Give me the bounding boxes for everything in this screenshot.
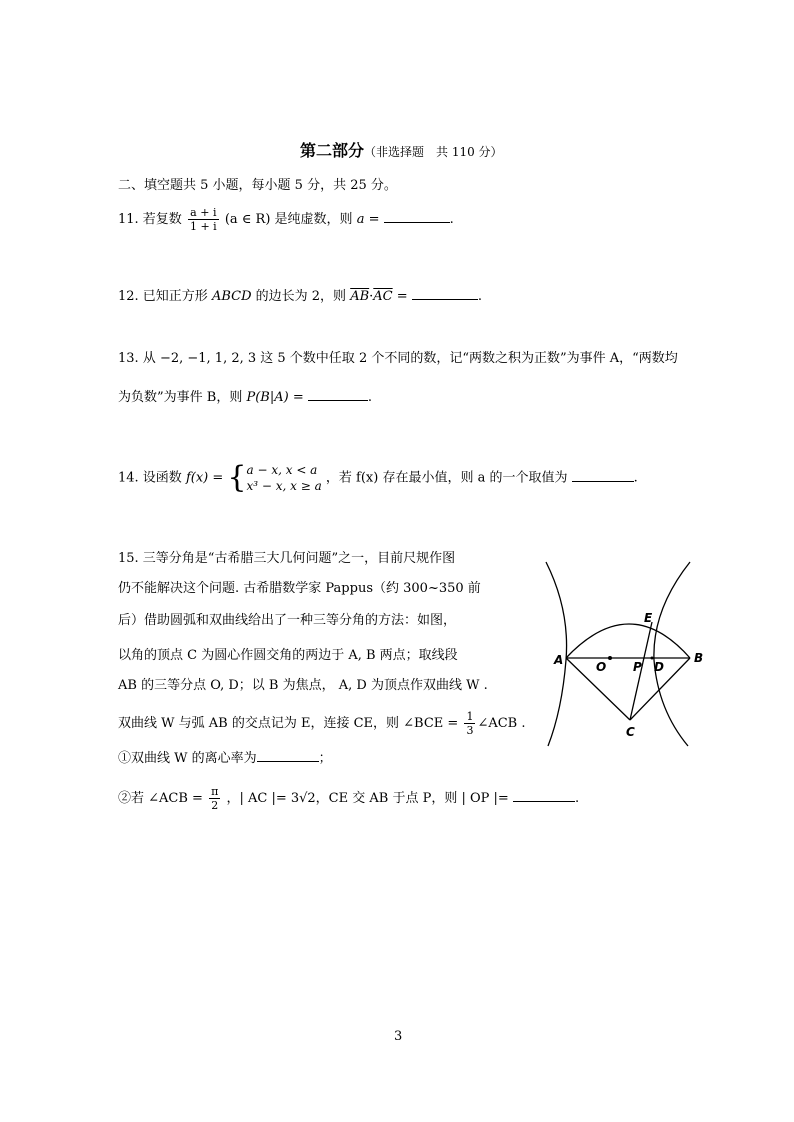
q11-num: a + i [188,206,219,220]
question-14 [118,462,638,494]
q13-expr: P(B|A) = [246,390,304,405]
q15-frac-num: 1 [466,710,474,723]
q12-pre: 12. 已知正方形 [118,289,208,304]
q12-eq: = [396,289,408,304]
section-heading: 二、填空题共 5 小题，每小题 5 分，共 25 分。 [118,178,397,193]
q13-end: . [367,390,373,405]
q15-line2: 仍不能解决这个问题. 古希腊数学家 Pappus（约 300~350 前 [118,581,481,596]
q14-fx: f(x) = [185,470,224,486]
answer-blank-11[interactable] [384,210,450,223]
q12-end: . [477,289,482,304]
point-o [608,656,612,660]
label-c: C [626,725,635,739]
answer-blank-13[interactable] [308,388,368,401]
q12-dot: · [369,289,374,304]
q15-s2end: . [574,791,580,806]
section-title [300,138,503,161]
q11-cond: (a ∈ R) [224,212,271,227]
q15-line5: AB 的三等分点 O, D；以 B 为焦点， A, D 为顶点作双曲线 W . [118,678,488,693]
q15-s1end: ； [318,751,332,766]
q15-sub1 [118,749,332,768]
question-13-line2 [118,388,372,407]
arc-ab [566,624,690,658]
q15-frac-den: 3 [466,724,474,737]
piecewise-cases [247,462,322,494]
question-13-line1: 13. 从 −2, −1, 1, 2, 3 这 5 个数中任取 2 个不同的数，记“两数之积为正数”为事件 A，“两数均 [118,351,678,366]
q11-den: 1 + i [189,220,217,233]
answer-blank-14[interactable] [572,469,634,482]
q14-pre: 14. 设函数 [118,470,182,486]
q15-l6a: 双曲线 W 与弧 AB 的交点记为 E，连接 CE，则 ∠BCE = [118,716,459,731]
q15-line4: 以角的顶点 C 为圆心作圆交角的两边于 A, B 两点；取线段 [118,648,458,663]
label-p: P [633,660,642,674]
page-number: 3 [394,1029,403,1044]
answer-blank-15-1[interactable] [257,749,319,762]
piecewise-brace: { [227,460,247,495]
q11-end: . [449,212,454,227]
q15-s2a: ②若 ∠ACB = [118,791,203,806]
title-main: 第二部分 [300,141,365,160]
pappus-figure [540,560,720,750]
q11-pre: 11. 若复数 [118,212,182,227]
q15-fraction [464,710,475,737]
q13-line2a: 为负数”为事件 B，则 [118,390,243,405]
label-o: O [596,660,607,674]
q15-s2-den: 2 [211,799,219,812]
q15-pi-fraction [209,785,220,812]
q12-vec1: $\overline{AB}$ [350,289,370,304]
answer-blank-15-2[interactable] [513,789,575,802]
q14-end: . [633,470,638,486]
question-11 [118,206,454,233]
q12-mid: 的边长为 2，则 [255,289,347,304]
label-e: E [644,611,653,625]
q14-mid: ，若 f(x) 存在最小值，则 a 的一个取值为 [325,470,568,486]
q15-line3: 后）借助圆弧和双曲线给出了一种三等分角的方法：如图， [118,613,457,628]
q12-vec2: $\overline{AC}$ [373,289,393,304]
answer-blank-12[interactable] [412,287,478,300]
q11-mid: 是纯虚数，则 [274,212,353,227]
q12-name: ABCD [211,289,252,304]
q15-l6b: ∠ACB . [477,716,526,731]
question-12 [118,287,482,306]
hyperbola-right-branch [654,562,690,746]
q14-case2: x³ − x, x ≥ a [246,479,322,493]
q15-line1: 15. 三等分角是“古希腊三大几何问题”之一，目前尺规作图 [118,551,456,566]
q11-var: a = [356,212,380,227]
q15-s2b: ，| AC |= 3√2，CE 交 AB 于点 P，则 | OP |= [226,791,509,806]
q15-sub2 [118,785,579,812]
q15-s2-num: π [211,785,219,798]
q11-fraction [188,206,219,233]
label-a: A [554,653,564,667]
label-b: B [694,651,704,665]
q14-case1: a − x, x < a [246,463,318,477]
q15-s1: ①双曲线 W 的离心率为 [118,751,257,766]
label-d: D [654,660,664,674]
title-sub: （非选择题 共 110 分） [364,145,503,159]
q15-line6 [118,710,526,737]
